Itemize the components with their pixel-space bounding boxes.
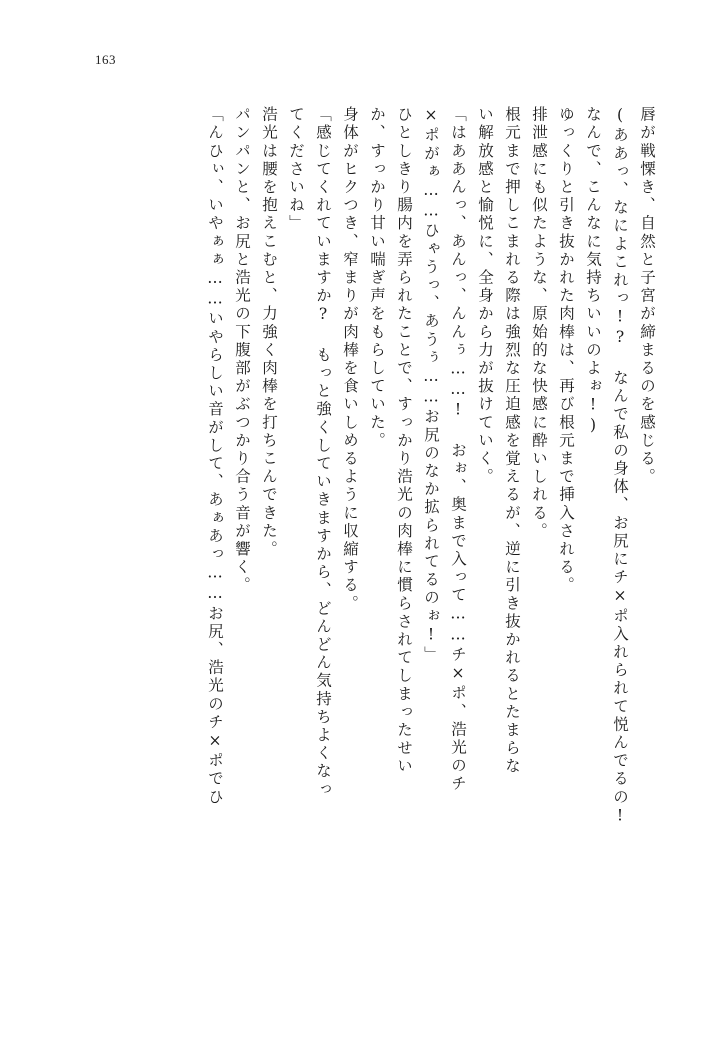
page-number: 163 xyxy=(95,52,116,67)
text-line: ×ポがぁ……ひゃうっ、あうぅ……お尻のなか拡られてるのぉ!」 xyxy=(422,106,440,664)
text-line: なんで、こんなに気持ちいいのよぉ!) xyxy=(584,106,602,437)
text-line: ゆっくりと引き抜かれた肉棒は、再び根元まで挿入される。 xyxy=(557,106,575,595)
text-line: ひとしきり腸内を弄られたことで、すっかり浩光の肉棒に慣らされてしまったせい xyxy=(395,106,413,776)
text-line: い解放感と愉悦に、全身から力が抜けていく。 xyxy=(476,106,494,487)
text-line: (ああっ、なによこれっ!? なんで私の身体、お尻にチ×ポ入れられて悦んでるの! xyxy=(611,106,629,827)
text-line: 身体がヒクつき、窄まりが肉棒を食いしめるように収縮する。 xyxy=(341,106,359,613)
text-line: 根元まで押しこまれる際は強烈な圧迫感を覚えるが、逆に引き抜かれるとたまらな xyxy=(503,106,521,776)
text-line: 「感じてくれていますか? もっと強くしていきますから、どんどん気持ちよくなっ xyxy=(314,106,332,799)
text-line: 浩光は腰を抱えこむと、力強く肉棒を打ちこんできた。 xyxy=(260,106,278,559)
text-line: か、すっかり甘い喘ぎ声をもらしていた。 xyxy=(368,106,386,450)
text-line: 「はああんっ、あんっ、んんぅ……! おぉ、奥まで入って……チ×ポ、浩光のチ xyxy=(449,106,467,794)
text-line: 排泄感にも似たような、原始的な快感に酔いしれる。 xyxy=(530,106,548,541)
text-line: パンパンと、お尻と浩光の下腹部がぶつかり合う音が響く。 xyxy=(233,106,251,595)
text-line: 唇が戦慄き、自然と子宮が締まるのを感じる。 xyxy=(638,106,656,487)
text-line: てくださいね」 xyxy=(287,106,305,233)
vertical-body-text xyxy=(58,106,654,976)
text-line: 「んひぃ、いやぁぁ……いやらしい音がして、あぁあっ……お尻、浩光のチ×ポでひ xyxy=(206,106,224,807)
